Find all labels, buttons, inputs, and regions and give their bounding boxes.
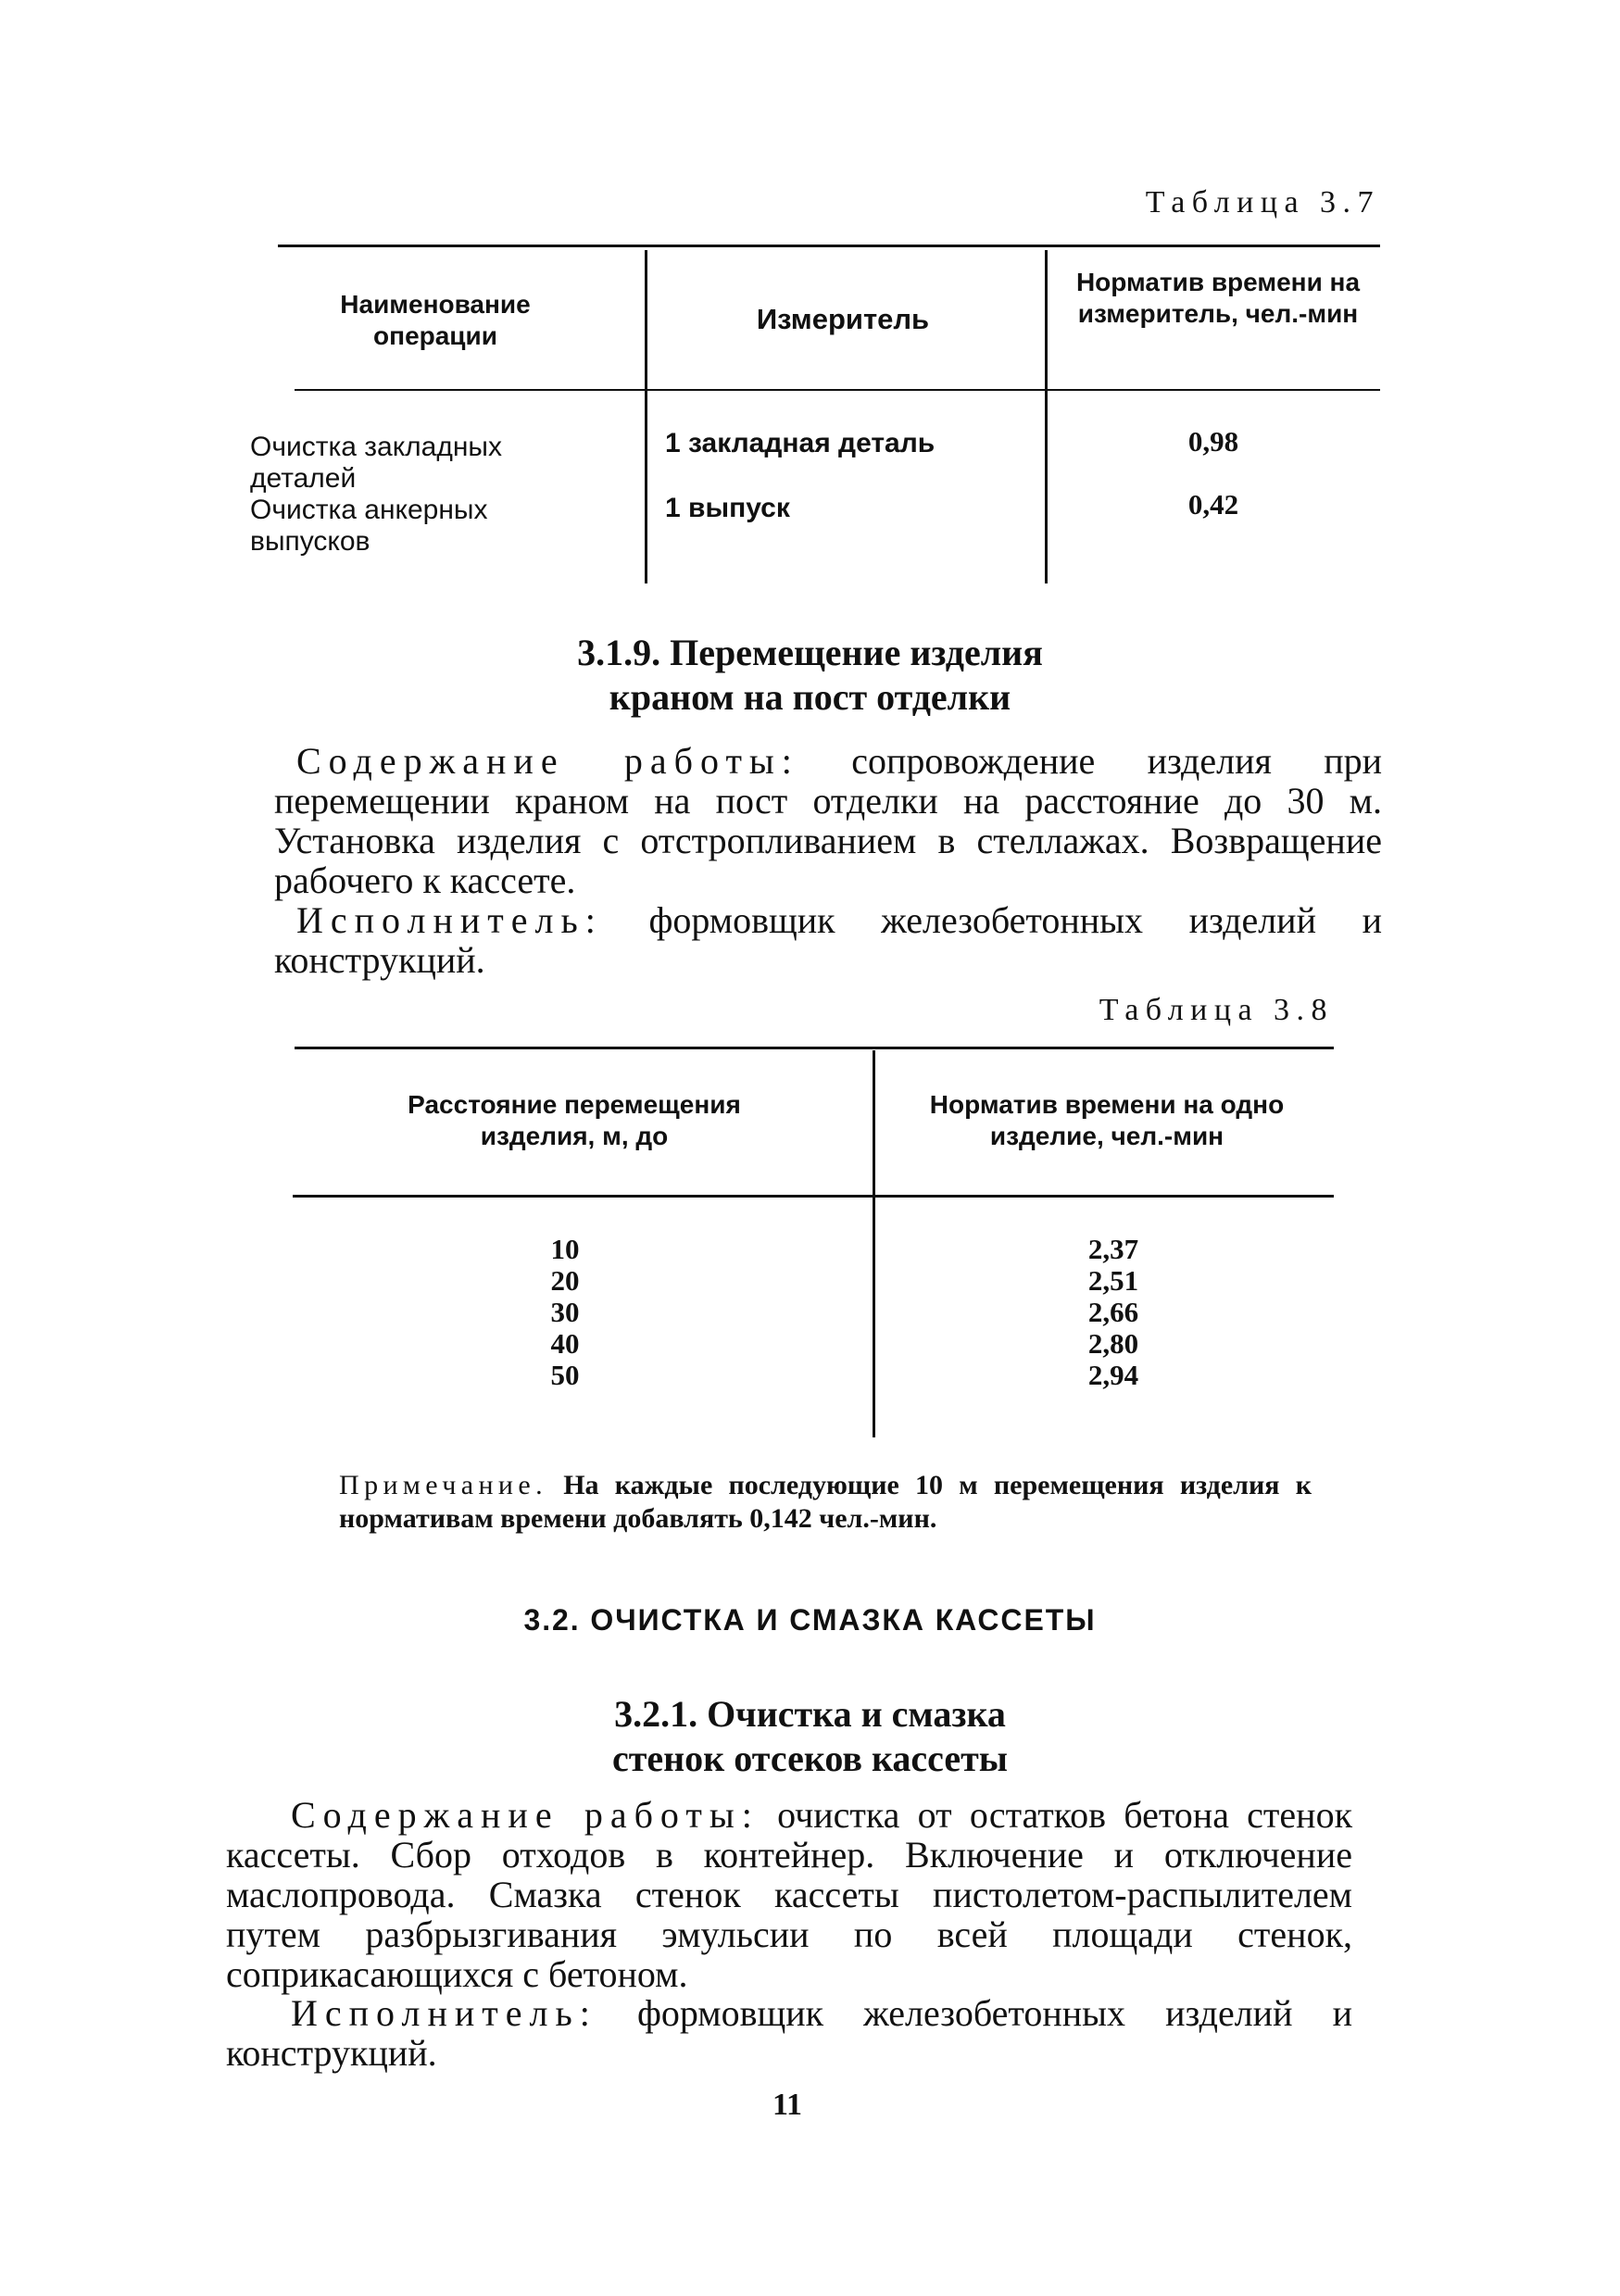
section-3-2-1-title-line-1: 3.2.1. Очистка и смазка: [614, 1693, 1006, 1735]
executor-label: Исполнитель:: [296, 899, 603, 941]
table-3-8-caption: Таблица 3.8: [1099, 993, 1334, 1027]
note-text: На каждые последующие 10 м перемещения изделия к нормативам времени добавлять 0,142 чел.-мин.: [339, 1470, 1312, 1534]
section-3-2-1-title-line-2: стенок отсеков кассеты: [611, 1738, 1009, 1779]
table-3-7-header-norm: Норматив времени на измеритель, чел.-мин: [1075, 268, 1361, 328]
table-3-7-col-divider-2: [1045, 250, 1048, 583]
executor-text: формовщик железобетонных изделий и конструкций.: [274, 899, 1382, 981]
norm-value: 2,37: [1087, 1233, 1139, 1265]
distance-value: 20: [550, 1264, 580, 1297]
table-3-7-header-operation: Наименование операции: [340, 290, 531, 350]
table-3-7-row-2-norm: 0,42: [1187, 488, 1239, 521]
table-3-7-row-2-unit: 1 выпуск: [665, 493, 790, 523]
table-3-7-header-rule: [295, 389, 1380, 391]
content-text: очистка от остатков бетона стенок кассеты. Сбор отходов в контейнер. Включение и отключение маслопровода. Смазка стенок кассеты пистолетом-распылителем путем разбрызгивания эмульсии по всей площади стенок, соприкасающихся с бетоном.: [226, 1794, 1353, 1995]
section-3-1-9-content: [274, 741, 1382, 900]
section-3-1-9-title-line-1: 3.1.9. Перемещение изделия: [577, 632, 1043, 673]
section-3-1-9-title-line-2: краном на пост отделки: [609, 676, 1011, 718]
content-text: сопровождение изделия при перемещении краном на пост отделки на расстояние до 30 м. Установка изделия с отстропливанием в стеллажах. Возвращение рабочего к кассете.: [274, 740, 1383, 901]
section-3-2-title: 3.2. ОЧИСТКА И СМАЗКА КАССЕТЫ: [523, 1603, 1097, 1637]
table-3-8-header-norm: Норматив времени на одно изделие, чел.-мин: [929, 1090, 1285, 1150]
table-3-7-row-2-operation: Очистка анкерных выпусков: [250, 495, 488, 557]
distance-value: 10: [550, 1233, 580, 1265]
norm-value: 2,80: [1087, 1327, 1139, 1360]
table-3-7-col-divider-1: [645, 250, 647, 583]
executor-label: Исполнитель:: [291, 1992, 597, 2034]
note-label: Примечание.: [339, 1470, 548, 1500]
distance-value: 50: [550, 1359, 580, 1391]
table-3-7-row-1-norm: 0,98: [1187, 425, 1239, 458]
executor-text: формовщик железобетонных изделий и конструкций.: [226, 1992, 1352, 2074]
table-3-8-col-divider: [873, 1050, 875, 1437]
table-3-8-header-rule: [293, 1195, 1334, 1198]
table-3-8-top-rule: [295, 1047, 1334, 1049]
table-3-7-caption: Таблица 3.7: [1145, 185, 1380, 220]
norm-value: 2,94: [1087, 1359, 1139, 1391]
table-3-7-row-1-unit: 1 закладная деталь: [665, 428, 936, 458]
distance-value: 30: [550, 1296, 580, 1328]
content-label: Содержание работы:: [296, 740, 799, 782]
table-3-8-note: [339, 1469, 1312, 1536]
table-3-8-header-distance: Расстояние перемещения изделия, м, до: [408, 1090, 741, 1150]
section-3-1-9-executor: [274, 900, 1382, 980]
page-number: 11: [772, 2088, 803, 2122]
table-3-7-top-rule: [278, 245, 1380, 247]
content-label: Содержание работы:: [291, 1794, 760, 1836]
table-3-7-row-1-operation: Очистка закладных деталей: [250, 432, 502, 494]
norm-value: 2,51: [1087, 1264, 1139, 1297]
section-3-2-1-content: [226, 1795, 1352, 1994]
table-3-7-header-unit: Измеритель: [756, 303, 930, 335]
distance-value: 40: [550, 1327, 580, 1360]
section-3-2-1-executor: [226, 1993, 1352, 2073]
norm-value: 2,66: [1087, 1296, 1139, 1328]
